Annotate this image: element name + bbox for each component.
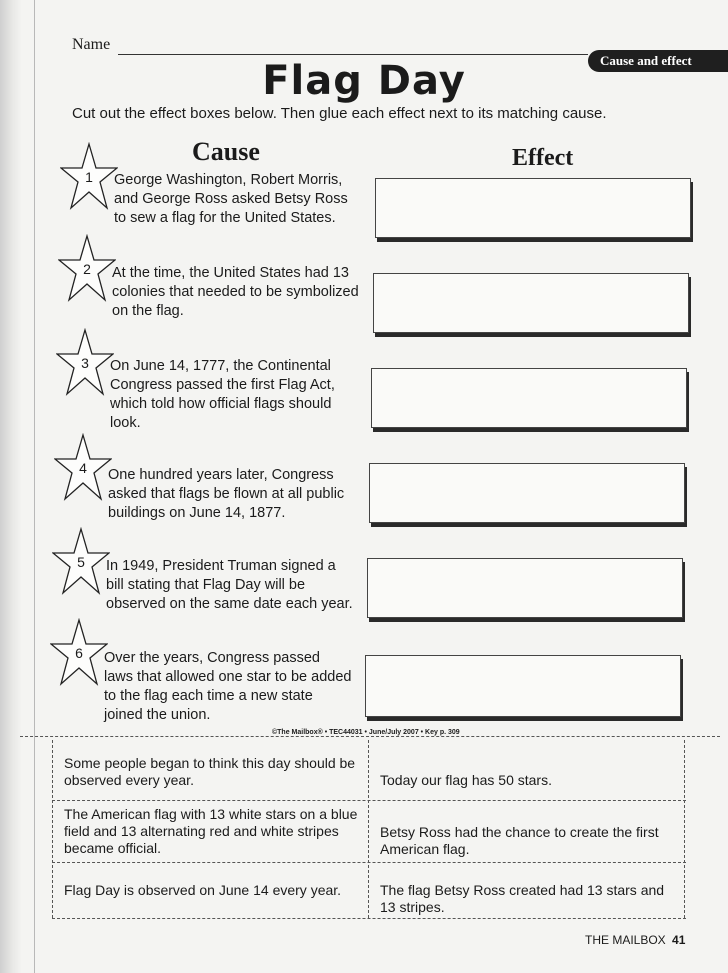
cut-line [52,800,686,801]
binding-line [34,0,35,973]
cause-number: 5 [77,554,85,570]
star-icon [56,328,114,396]
effect-drop-box-5[interactable] [367,558,683,618]
effect-drop-box-1[interactable] [375,178,691,238]
copyright-line: ©The Mailbox® • TEC44031 • June/July 2007 • Key p. 309 [272,729,460,736]
cause-number: 4 [79,460,87,476]
name-label: Name [72,36,111,53]
category-banner: Cause and effect [588,50,728,72]
effect-strip[interactable]: Flag Day is observed on June 14 every year. [64,882,342,898]
star-icon [58,234,116,302]
cut-line [52,918,686,919]
cause-text: On June 14, 1777, the Continental Congress passed the first Flag Act, which told how official flags should look. [110,358,335,431]
effect-strip[interactable]: Today our flag has 50 stars. [380,772,552,788]
cut-line [684,740,685,918]
page-number: 41 [672,933,686,947]
name-field-line[interactable] [118,54,588,55]
effect-strip[interactable]: Some people began to think this day should be observed every year. [64,755,356,788]
effect-heading: Effect [512,145,574,171]
effect-drop-box-4[interactable] [369,463,685,523]
cut-line [52,740,53,918]
star-icon [52,527,110,595]
star-icon [60,142,118,210]
cut-line [20,736,720,737]
page-edge-shadow [0,0,22,973]
instructions: Cut out the effect boxes below. Then glue each effect next to its matching cause. [72,105,607,122]
effect-strip[interactable]: Betsy Ross had the chance to create the first American flag. [380,824,659,857]
effect-strip[interactable]: The American flag with 13 white stars on a blue field and 13 alternating red and white stripes became official. [64,806,358,856]
cause-number: 2 [83,261,91,277]
cut-line [368,740,369,918]
cause-text: Over the years, Congress passed laws that allowed one star to be added to the flag each time a new state joined the union. [104,650,352,723]
cause-number: 6 [75,645,83,661]
star-icon [54,433,112,501]
cut-line [52,862,686,863]
cause-text: At the time, the United States had 13 colonies that needed to be symbolized on the flag. [112,265,359,319]
effect-drop-box-2[interactable] [373,273,689,333]
publisher-name: THE MAILBOX [585,933,666,947]
cause-number: 3 [81,355,89,371]
page-footer [585,933,685,947]
effect-strip[interactable]: The flag Betsy Ross created had 13 stars and 13 stripes. [380,882,665,915]
cause-number: 1 [85,169,93,185]
cause-text: One hundred years later, Congress asked that flags be flown at all public buildings on June 14, 1877. [108,467,345,521]
effect-drop-box-6[interactable] [365,655,681,717]
cause-heading: Cause [192,137,260,166]
cause-text: In 1949, President Truman signed a bill stating that Flag Day will be observed on the same date each year. [106,558,353,612]
cause-text: George Washington, Robert Morris, and George Ross asked Betsy Ross to sew a flag for the United States. [114,172,348,226]
star-icon [50,618,108,686]
page-title: Flag Day [262,58,466,104]
effect-drop-box-3[interactable] [371,368,687,428]
